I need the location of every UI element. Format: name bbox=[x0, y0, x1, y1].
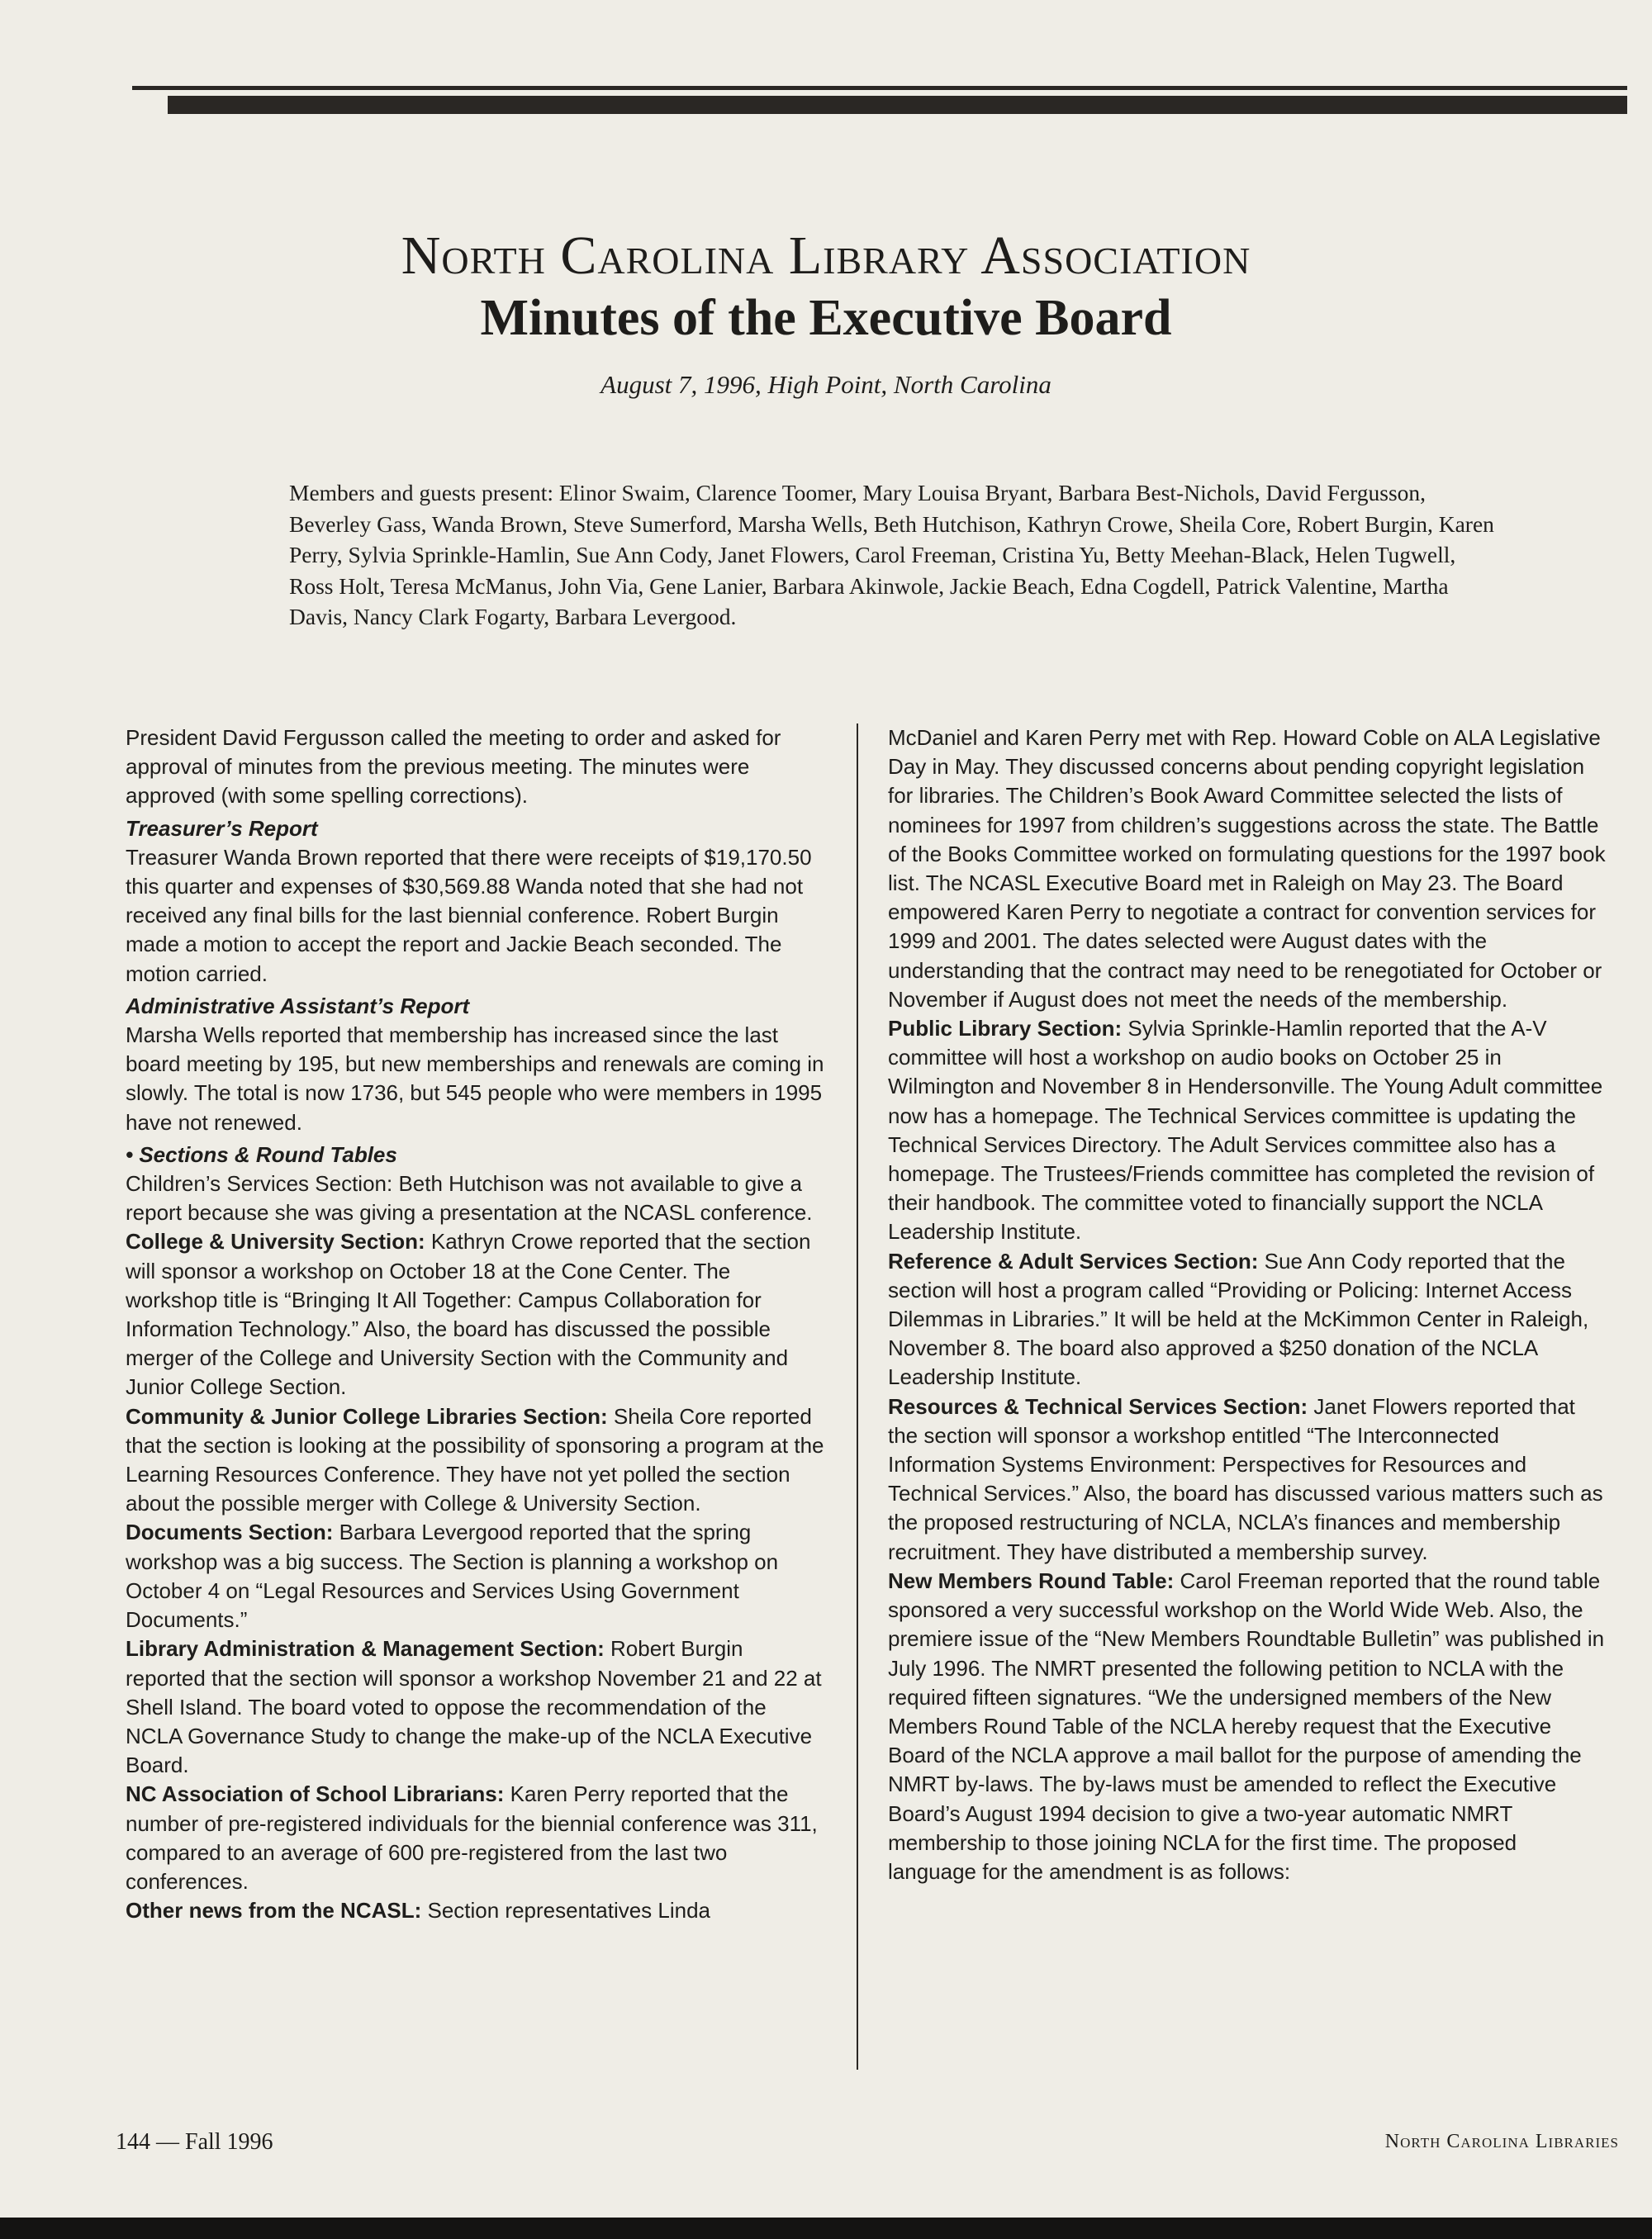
ncasl-text: Karen Perry reported that the number of pre-registered individuals for the biennial conference was 311, compared to an average of 600 pre-registered from the last two conferences. bbox=[126, 1781, 818, 1894]
ncasl-news-paragraph bbox=[126, 1896, 828, 1925]
public-library-lead: Public Library Section: bbox=[888, 1016, 1123, 1041]
ncasl-lead: NC Association of School Librarians: bbox=[126, 1781, 505, 1807]
new-members-lead: New Members Round Table: bbox=[888, 1568, 1175, 1593]
admin-assistant-heading: Administrative Assistant’s Report bbox=[126, 993, 470, 1018]
intro-paragraph: President David Fergusson called the meeting to order and asked for approval of minutes from the previous meeting. The minutes were approved (with some spelling corrections). bbox=[126, 725, 781, 809]
article-subtitle: Minutes of the Executive Board bbox=[480, 290, 1172, 346]
resources-technical-paragraph bbox=[888, 1392, 1611, 1567]
column-divider bbox=[857, 723, 858, 2070]
page-number-footer: 144 — Fall 1996 bbox=[116, 2129, 273, 2155]
attendees-names: Elinor Swaim, Clarence Toomer, Mary Louisa Bryant, Barbara Best-Nichols, David Fergusson, Beverley Gass, Wanda Brown, Steve Sumerford, Marsha Wells, Beth Hutchison, Kathryn Crowe, Sheila Core, Robert Burgin, Karen Perry, Sylvia Sprinkle-Hamlin, Sue Ann Cody, Janet Flowers, Carol Freeman, Cristina Yu, Betty Meehan-Black, Helen Tugwell, Ross Holt, Teresa McManus, John Via, Gene Lanier, Barbara Akinwole, Jackie Beach, Edna Cogdell, Patrick Valentine, Martha Davis, Nancy Clark Fogarty, Barbara Levergood. bbox=[289, 480, 1494, 629]
scan-bottom-edge bbox=[0, 2218, 1652, 2239]
publication-footer: North Carolina Libraries bbox=[1384, 2131, 1619, 2152]
reference-adult-paragraph bbox=[888, 1247, 1611, 1392]
sections-heading: • Sections & Round Tables bbox=[126, 1141, 397, 1167]
article-title: North Carolina Library Association bbox=[401, 225, 1251, 286]
library-admin-lead: Library Administration & Management Section: bbox=[126, 1636, 605, 1662]
resources-technical-lead: Resources & Technical Services Section: bbox=[888, 1393, 1308, 1419]
college-university-paragraph bbox=[126, 1227, 828, 1402]
community-junior-text: Sheila Core reported that the section is looking at the possibility of sponsoring a program at the Learning Resources Conference. They have not yet polled the section about the possible merger with College & University Section. bbox=[126, 1403, 824, 1516]
header-rule-thin bbox=[132, 86, 1627, 90]
ncasl-continued-paragraph: McDaniel and Karen Perry met with Rep. Howard Coble on ALA Legislative Day in May. They discussed concerns about pending copyright legislation for libraries. The Children’s Book Award Committee selected the lists of nominees for 1997 from children’s suggestions across the state. The Battle of the Books Committee worked on formulating questions for the 1997 book list. The NCASL Executive Board met in Raleigh on May 23. The Board empowered Karen Perry to negotiate a contract for convention services for 1999 and 2001. The dates selected were August dates with the understanding that the contract may need to be renegotiated for October or November if August does not meet the needs of the membership. bbox=[888, 725, 1606, 1012]
library-admin-text: Robert Burgin reported that the section will sponsor a workshop November 21 and 22 at Shell Island. The board voted to oppose the recommendation of the NCLA Governance Study to change the make-up of the NCLA Executive Board. bbox=[126, 1636, 822, 1778]
new-members-text: Carol Freeman reported that the round table sponsored a very successful workshop on the World Wide Web. Also, the premiere issue of the “New Members Roundtable Bulletin” was published in July 1996. The NMRT presented the following petition to NCLA with the required fifteen signatures. “We the undersigned members of the New Members Round Table of the NCLA hereby request that the Executive Board of the NCLA approve a mail ballot for the purpose of amending the NMRT by-laws. The by-laws must be amended to reflect the Executive Board’s August 1994 decision to give a two-year automatic NMRT membership to those joining NCLA for the first time. The proposed language for the amendment is as follows: bbox=[888, 1568, 1605, 1884]
attendees-label: Members and guests present: bbox=[289, 480, 553, 505]
header-rule-thick bbox=[168, 96, 1627, 114]
reference-adult-text: Sue Ann Cody reported that the section will host a program called “Providing or Policing: Internet Access Dilemmas in Libraries.” It will be held at the McKimmon Center in Raleigh, November 8. The board also approved a $250 donation of the NCLA Leadership Institute. bbox=[888, 1248, 1589, 1390]
public-library-paragraph bbox=[888, 1014, 1611, 1247]
left-column bbox=[126, 723, 828, 1925]
ncasl-paragraph bbox=[126, 1780, 828, 1896]
community-junior-lead: Community & Junior College Libraries Section: bbox=[126, 1403, 608, 1429]
library-admin-paragraph bbox=[126, 1634, 828, 1780]
documents-lead: Documents Section: bbox=[126, 1520, 334, 1545]
resources-technical-text: Janet Flowers reported that the section will sponsor a workshop entitled “The Interconnected Information Systems Environment: Perspectives for Resources and Technical Services.” Also, the board has discussed various matters such as the proposed restructuring of NCLA, NCLA’s finances and membership recruitment. They have distributed a membership survey. bbox=[888, 1393, 1603, 1564]
ncasl-news-text: Section representatives Linda bbox=[421, 1898, 711, 1924]
public-library-text: Sylvia Sprinkle-Hamlin reported that the A-V committee will host a workshop on audio books on October 25 in Wilmington and November 8 in Hendersonville. The Young Adult committee now has a homepage. The Technical Services committee is updating the Technical Services Directory. The Adult Services committee also has a homepage. The Trustees/Friends committee has completed the revision of their handbook. The committee voted to financially support the NCLA Leadership Institute. bbox=[888, 1016, 1603, 1245]
meeting-dateline: August 7, 1996, High Point, North Carolina bbox=[601, 370, 1051, 399]
college-university-lead: College & University Section: bbox=[126, 1229, 425, 1255]
childrens-services-paragraph: Children’s Services Section: Beth Hutchison was not available to give a report because she was giving a presentation at the NCASL conference. bbox=[126, 1171, 813, 1226]
right-column bbox=[888, 723, 1611, 1886]
attendees-paragraph bbox=[289, 477, 1495, 633]
community-junior-paragraph bbox=[126, 1402, 828, 1519]
new-members-paragraph bbox=[888, 1567, 1611, 1886]
documents-text: Barbara Levergood reported that the spring workshop was a big success. The Section is planning a workshop on October 4 on “Legal Resources and Services Using Government Documents.” bbox=[126, 1520, 779, 1633]
ncasl-news-lead: Other news from the NCASL: bbox=[126, 1898, 422, 1924]
college-university-text: Kathryn Crowe reported that the section will sponsor a workshop on October 18 at the Cone Center. The workshop title is “Bringing It All Together: Campus Collaboration for Information Technology.” Also, the board has discussed the possible merger of the College and University Section with the Community and Junior College Section. bbox=[126, 1229, 811, 1400]
documents-paragraph bbox=[126, 1518, 828, 1634]
treasurer-paragraph: Treasurer Wanda Brown reported that there were receipts of $19,170.50 this quarter and expenses of $30,569.88 Wanda noted that she had not received any final bills for the last biennial conference. Robert Burgin made a motion to accept the report and Jackie Beach seconded. The motion carried. bbox=[126, 844, 812, 986]
reference-adult-lead: Reference & Adult Services Section: bbox=[888, 1248, 1259, 1274]
admin-assistant-paragraph: Marsha Wells reported that membership has increased since the last board meeting by 195, but new memberships and renewals are coming in slowly. The total is now 1736, but 545 people who were members in 1995 have not renewed. bbox=[126, 1022, 824, 1135]
treasurer-heading: Treasurer’s Report bbox=[126, 815, 318, 841]
